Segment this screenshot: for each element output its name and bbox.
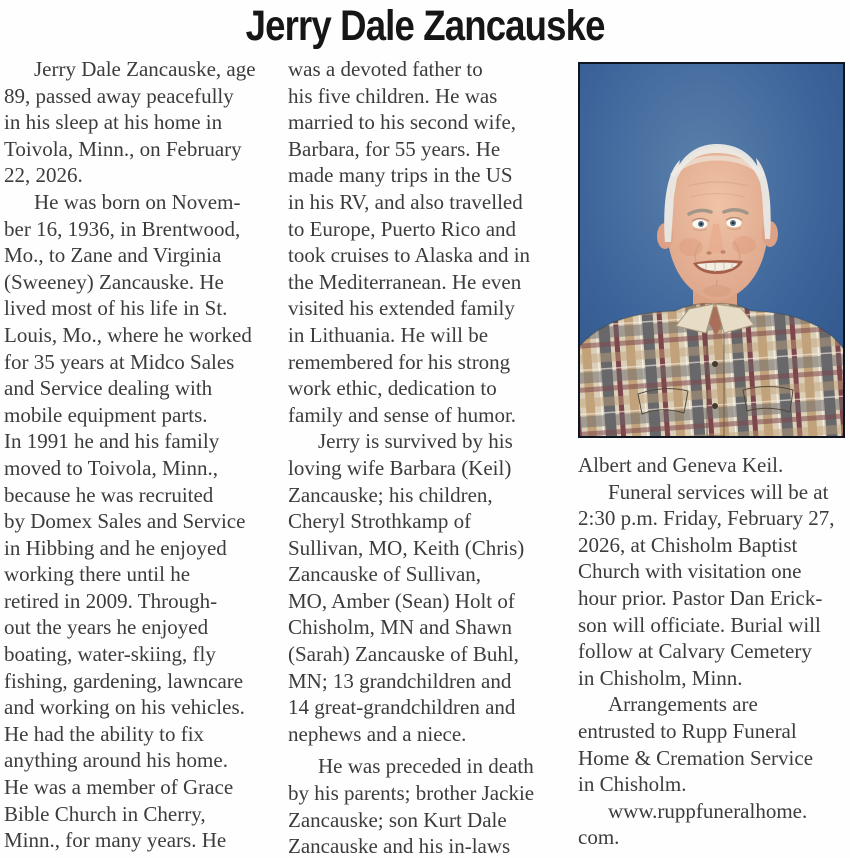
obituary-text-line: Home & Cremation Service — [578, 745, 814, 770]
obituary-text-line: because he was recruited — [4, 482, 214, 507]
obituary-text-line: in Hibbing and he enjoyed — [4, 535, 227, 560]
obituary-text-line: Minn., for many years. He — [4, 828, 227, 853]
obituary-text-line: for 35 years at Midco Sales — [4, 349, 235, 374]
obituary-text-line: Zancauske of Sullivan, — [288, 562, 482, 587]
obituary-text-line: Funeral services will be at — [608, 479, 829, 504]
obituary-text-line: follow at Calvary Cemetery — [578, 639, 812, 664]
obituary-text-line: in Lithuania. He will be — [288, 322, 489, 347]
obituary-text-line: took cruises to Alaska and in — [288, 243, 531, 268]
obituary-text-line: Zancauske and his in-laws — [288, 834, 511, 858]
obituary-text-line: Bible Church in Cherry, — [4, 801, 206, 826]
obituary-text-line: 2:30 p.m. Friday, February 27, — [578, 506, 835, 531]
obituary-text-line: in Chisholm, Minn. — [578, 665, 743, 690]
portrait-photo — [578, 62, 845, 438]
obituary-text-line: com. — [578, 825, 620, 850]
obituary-text-line: 22, 2026. — [4, 163, 83, 188]
obituary-text-line: MO, Amber (Sean) Holt of — [288, 588, 515, 613]
obituary-text-line: fishing, gardening, lawncare — [4, 668, 244, 693]
obituary-text-line: family and sense of humor. — [288, 402, 517, 427]
obituary-text-line: to Europe, Puerto Rico and — [288, 216, 517, 241]
obituary-text-line: Jerry is survived by his — [318, 429, 513, 454]
obituary-text-line: made many trips in the US — [288, 163, 513, 188]
obituary-text-line: anything around his home. — [4, 748, 228, 773]
obituary-headline — [0, 0, 850, 52]
portrait-photo-illustration — [580, 64, 843, 436]
obituary-text-line: Jerry Dale Zancauske, age — [34, 57, 256, 81]
obituary-text-line: He had the ability to fix — [4, 721, 205, 746]
obituary-text-line: hour prior. Pastor Dan Erick- — [578, 585, 823, 610]
obituary-text-line: He was preceded in death — [318, 754, 534, 779]
obituary-text-line: by Domex Sales and Service — [4, 509, 246, 534]
obituary-text-line: Zancauske; his children, — [288, 482, 493, 507]
obituary-text-line: was a devoted father to — [288, 57, 483, 81]
obituary-text-line: MN; 13 grandchildren and — [288, 668, 512, 693]
obituary-text-line: Mo., to Zane and Virginia — [4, 243, 222, 268]
obituary-text-line: Louis, Mo., where he worked — [4, 322, 252, 347]
obituary-text-line: Chisholm, MN and Shawn — [288, 615, 513, 640]
obituary-text-line: Arrangements are — [608, 692, 758, 717]
obituary-text-line: remembered for his strong — [288, 349, 511, 374]
obituary-text-line: moved to Toivola, Minn., — [4, 455, 218, 480]
obituary-text-line: visited his extended family — [288, 296, 515, 321]
obituary-text-line: Sullivan, MO, Keith (Chris) — [288, 535, 525, 560]
obituary-text-line: in Chisholm. — [578, 772, 687, 797]
obituary-text-line: Barbara, for 55 years. He — [288, 136, 501, 161]
obituary-text-line: He was a member of Grace — [4, 775, 234, 800]
obituary-text-line: nephews and a niece. — [288, 721, 467, 746]
obituary-text-line: (Sarah) Zancauske of Buhl, — [288, 642, 519, 667]
obituary-text-line: www.ruppfuneralhome. — [608, 798, 808, 823]
page-title: Jerry Dale Zancauske — [245, 2, 605, 50]
obituary-text-line: work ethic, dedication to — [288, 376, 497, 401]
obituary-text-line: married to his second wife, — [288, 110, 517, 135]
obituary-text-line: Cheryl Strothkamp of — [288, 509, 472, 534]
obituary-text-line: 89, passed away peacefully — [4, 83, 234, 108]
obituary-column-3 — [578, 56, 850, 851]
obituary-text-line: working there until he — [4, 562, 191, 587]
obituary-text-line: in his RV, and also travelled — [288, 189, 523, 214]
obituary-text-line: son will officiate. Burial will — [578, 612, 821, 637]
obituary-text-line: 14 great-grandchildren and — [288, 695, 516, 720]
obituary-text-line: Toivola, Minn., on February — [4, 136, 242, 161]
obituary-text-line: lived most of his life in St. — [4, 296, 228, 321]
obituary-text-line: and Service dealing with — [4, 376, 213, 401]
obituary-text-line: (Sweeney) Zancauske. He — [4, 269, 224, 294]
obituary-text-line: Albert and Geneva Keil. — [578, 453, 784, 477]
obituary-text-line: and working on his vehicles. — [4, 695, 245, 720]
obituary-column-2 — [288, 56, 568, 858]
obituary-text-line: boating, water-skiing, fly — [4, 642, 216, 667]
obituary-text-line: Church with visitation one — [578, 559, 802, 584]
obituary-text-line: He was born on Novem- — [34, 189, 241, 214]
obituary-column-3-text — [578, 452, 850, 851]
obituary-text-line: retired in 2009. Through- — [4, 588, 218, 613]
obituary-text-line: out the years he enjoyed — [4, 615, 209, 640]
obituary-text-line: loving wife Barbara (Keil) — [288, 455, 512, 480]
obituary-text-line: his five children. He was — [288, 83, 498, 108]
obituary-text-line: mobile equipment parts. — [4, 402, 208, 427]
obituary-column-1 — [4, 56, 280, 854]
obituary-text-line: by his parents; brother Jackie — [288, 781, 535, 806]
obituary-text-line: ber 16, 1936, in Brentwood, — [4, 216, 241, 241]
obituary-text-line: in his sleep at his home in — [4, 110, 223, 135]
obituary-text-line: 2026, at Chisholm Baptist — [578, 532, 798, 557]
obituary-text-line: Zancauske; son Kurt Dale — [288, 807, 507, 832]
obituary-text-line: entrusted to Rupp Funeral — [578, 718, 797, 743]
obituary-text-line: In 1991 he and his family — [4, 429, 220, 454]
obituary-text-line: the Mediterranean. He even — [288, 269, 522, 294]
